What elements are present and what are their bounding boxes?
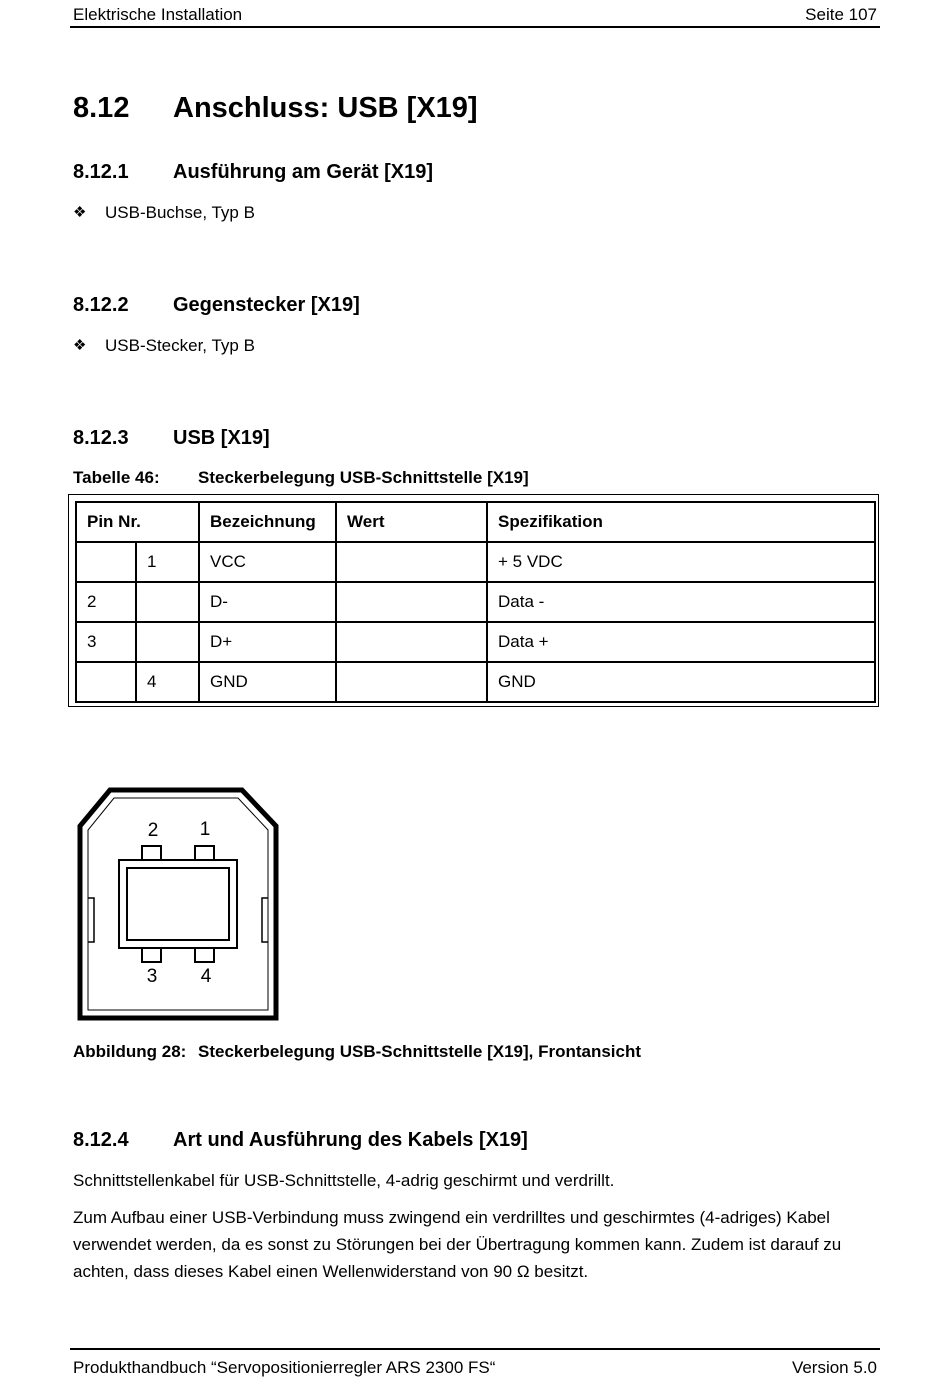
pin-a-cell bbox=[76, 542, 136, 582]
pin-a-cell: 3 bbox=[76, 622, 136, 662]
table-row bbox=[76, 662, 875, 702]
table-header-row bbox=[76, 502, 875, 542]
subsection-number: 8.12.3 bbox=[73, 427, 129, 449]
pin-contact-2 bbox=[142, 846, 161, 860]
pin-label-1: 1 bbox=[199, 819, 211, 840]
connector-housing-inner bbox=[88, 798, 268, 1010]
footer-version: Version 5.0 bbox=[791, 1358, 877, 1377]
pin-contact-4 bbox=[195, 948, 214, 962]
header-pin: Pin Nr. bbox=[76, 502, 199, 542]
subsection-number: 8.12.2 bbox=[73, 294, 129, 316]
right-latch bbox=[262, 898, 268, 942]
header-page-number: Seite 107 bbox=[805, 5, 877, 24]
left-latch bbox=[88, 898, 94, 942]
table-row bbox=[76, 542, 875, 582]
name-cell: VCC bbox=[199, 542, 336, 582]
subsection-heading-3 bbox=[0, 427, 950, 453]
subsection-number: 8.12.4 bbox=[73, 1129, 129, 1151]
subsection-title: Ausführung am Gerät [X19] bbox=[173, 161, 434, 183]
pin-b-cell bbox=[136, 622, 199, 662]
diamond-bullet-icon: ❖ bbox=[73, 337, 87, 354]
pin-a-cell: 2 bbox=[76, 582, 136, 622]
spec-cell: Data + bbox=[487, 622, 875, 662]
name-cell: D+ bbox=[199, 622, 336, 662]
connector-housing bbox=[80, 790, 276, 1018]
usb-b-connector-figure bbox=[76, 786, 280, 1022]
name-cell: GND bbox=[199, 662, 336, 702]
footer-document-title: Produkthandbuch “Servopositionierregler ARS 2300 FS“ bbox=[73, 1358, 496, 1377]
name-cell: D- bbox=[199, 582, 336, 622]
table-caption bbox=[0, 468, 950, 490]
section-number: 8.12 bbox=[73, 92, 130, 124]
pin-label-3: 3 bbox=[146, 966, 158, 987]
table-row bbox=[76, 622, 875, 662]
header-value: Wert bbox=[336, 502, 487, 542]
pin-label-4: 4 bbox=[200, 966, 212, 987]
pin-label-2: 2 bbox=[147, 820, 159, 841]
subsection-number: 8.12.1 bbox=[73, 161, 129, 183]
header-name: Bezeichnung bbox=[199, 502, 336, 542]
pin-assignment-table bbox=[75, 501, 876, 703]
diamond-bullet-icon: ❖ bbox=[73, 204, 87, 221]
connector-tongue-inner bbox=[127, 868, 229, 940]
bullet-text: USB-Buchse, Typ B bbox=[105, 203, 255, 222]
bullet-item-2 bbox=[0, 336, 950, 358]
pin-b-cell: 4 bbox=[136, 662, 199, 702]
connector-tongue-outer bbox=[119, 860, 237, 948]
header-rule bbox=[70, 26, 880, 28]
table-caption-text: Steckerbelegung USB-Schnittstelle [X19] bbox=[198, 468, 529, 487]
subsection-heading-4 bbox=[0, 1129, 950, 1155]
section-title: Anschluss: USB [X19] bbox=[173, 92, 478, 124]
bullet-text: USB-Stecker, Typ B bbox=[105, 336, 255, 355]
subsection-heading-2 bbox=[0, 294, 950, 320]
value-cell bbox=[336, 542, 487, 582]
subsection-title: USB [X19] bbox=[173, 427, 270, 449]
subsection-heading-1 bbox=[0, 161, 950, 187]
table-caption-label: Tabelle 46: bbox=[73, 468, 160, 487]
pin-contact-1 bbox=[195, 846, 214, 860]
figure-caption-text: Steckerbelegung USB-Schnittstelle [X19], Frontansicht bbox=[198, 1042, 642, 1061]
spec-cell: GND bbox=[487, 662, 875, 702]
footer-rule bbox=[70, 1348, 880, 1350]
table-row bbox=[76, 582, 875, 622]
value-cell bbox=[336, 662, 487, 702]
paragraph-cable-requirements: Zum Aufbau einer USB-Verbindung muss zwingend ein verdrilltes und geschirmtes (4-adriges) Kabel verwendet werden, da es sonst zu Störungen bei der Übertragung kommen kann. Zudem ist darauf zu achten, dass dieses Kabel einen Wellenwiderstand von 90 Ω besitzt. bbox=[73, 1208, 842, 1281]
pin-b-cell bbox=[136, 582, 199, 622]
value-cell bbox=[336, 622, 487, 662]
figure-caption-label: Abbildung 28: bbox=[73, 1042, 187, 1061]
pin-contact-3 bbox=[142, 948, 161, 962]
header-chapter: Elektrische Installation bbox=[73, 5, 243, 24]
subsection-title: Art und Ausführung des Kabels [X19] bbox=[173, 1129, 528, 1151]
spec-cell: Data - bbox=[487, 582, 875, 622]
section-heading bbox=[0, 92, 950, 128]
figure-caption bbox=[0, 1042, 950, 1064]
spec-cell: + 5 VDC bbox=[487, 542, 875, 582]
pin-b-cell: 1 bbox=[136, 542, 199, 582]
paragraph-cable-type: Schnittstellenkabel für USB-Schnittstelle, 4-adrig geschirmt und verdrillt. bbox=[73, 1171, 615, 1190]
value-cell bbox=[336, 582, 487, 622]
bullet-item-1 bbox=[0, 203, 950, 225]
subsection-title: Gegenstecker [X19] bbox=[173, 294, 360, 316]
header-spec: Spezifikation bbox=[487, 502, 875, 542]
pin-a-cell bbox=[76, 662, 136, 702]
